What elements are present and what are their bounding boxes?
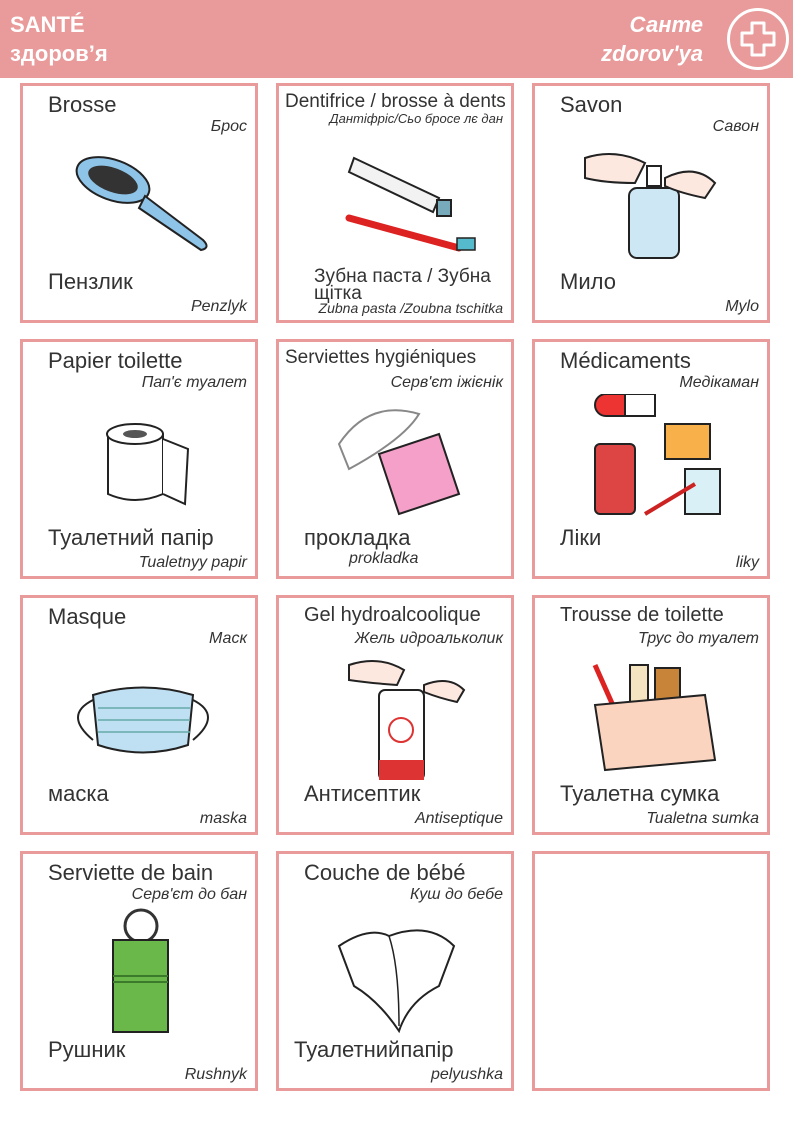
card-ukrainian-phonetic: Zubna pasta /Zoubna tschitka bbox=[318, 300, 503, 316]
card-ukrainian-label: прокладка bbox=[304, 525, 411, 550]
card-french-label: Dentifrice / brosse à dents bbox=[285, 91, 506, 112]
card-ukrainian-phonetic: liky bbox=[735, 554, 759, 571]
card-ukrainian-label: Пензлик bbox=[48, 269, 133, 294]
card-french-phonetic: Серв'єт до бан bbox=[131, 886, 247, 903]
card-french-label: Savon bbox=[560, 92, 623, 117]
card-french-phonetic: Куш до бебе bbox=[410, 886, 503, 903]
card-french-phonetic: Серв'єт іжієнік bbox=[390, 374, 503, 391]
face-mask-icon bbox=[53, 650, 233, 780]
card-ukrainian-phonetic: Penzlyk bbox=[190, 298, 247, 315]
card-french-label: Gel hydroalcoolique bbox=[304, 604, 481, 626]
hairbrush-icon bbox=[53, 138, 233, 268]
title-phonetic bbox=[601, 10, 703, 68]
card-ukrainian-phonetic: Mylo bbox=[725, 298, 759, 315]
card-masque[interactable] bbox=[20, 595, 258, 835]
card-savon[interactable] bbox=[532, 83, 770, 323]
medicine-icon bbox=[565, 394, 745, 524]
soap-dispenser-icon bbox=[565, 138, 745, 268]
hand-sanitizer-icon bbox=[309, 650, 489, 780]
card-ukrainian-label: Мило bbox=[560, 269, 616, 294]
card-medicaments[interactable] bbox=[532, 339, 770, 579]
card-ukrainian-phonetic: maska bbox=[199, 810, 247, 827]
card-ukrainian-phonetic: Antiseptique bbox=[414, 810, 503, 827]
card-ukrainian-label: Рушник bbox=[48, 1037, 126, 1062]
title-french: SANTÉ bbox=[10, 12, 85, 37]
diaper-icon bbox=[309, 906, 489, 1036]
card-couche-de-bebe[interactable] bbox=[276, 851, 514, 1091]
title-ukrainian: здоров’я bbox=[10, 41, 108, 66]
card-french-label: Couche de bébé bbox=[304, 860, 466, 885]
card-papier-toilette[interactable] bbox=[20, 339, 258, 579]
title-phonetic-latin: zdorov'ya bbox=[601, 41, 703, 66]
toothpaste-toothbrush-icon bbox=[309, 138, 489, 268]
card-ukrainian-phonetic: Tualetnyy papir bbox=[138, 554, 247, 571]
card-ukrainian-label: Зубна паста / Зубна щітка bbox=[314, 266, 491, 304]
title-fr-uk bbox=[10, 10, 108, 68]
card-ukrainian-label: маска bbox=[48, 781, 109, 806]
card-serviettes-hygieniques[interactable] bbox=[276, 339, 514, 579]
card-ukrainian-label: Антисептик bbox=[304, 781, 421, 806]
card-empty bbox=[532, 851, 770, 1091]
card-dentifrice[interactable] bbox=[276, 83, 514, 323]
card-serviette-de-bain[interactable] bbox=[20, 851, 258, 1091]
card-french-phonetic: Медікаман bbox=[679, 374, 759, 391]
medical-cross-icon bbox=[727, 8, 789, 70]
card-french-phonetic: Савон bbox=[712, 118, 759, 135]
card-ukrainian-label: Туалетнийпапір bbox=[294, 1037, 454, 1062]
card-french-phonetic: Дантіфріс/Сьо бросе лє дан bbox=[329, 111, 503, 126]
card-trousse-de-toilette[interactable] bbox=[532, 595, 770, 835]
card-brosse[interactable] bbox=[20, 83, 258, 323]
card-french-label: Brosse bbox=[48, 92, 117, 117]
sanitary-pad-icon bbox=[309, 394, 489, 524]
toiletry-bag-icon bbox=[565, 650, 745, 780]
card-gel-hydroalcoolique[interactable] bbox=[276, 595, 514, 835]
card-french-label: Serviette de bain bbox=[48, 860, 214, 885]
toilet-paper-icon bbox=[53, 394, 233, 524]
title-phonetic-cyrillic: Санте bbox=[629, 12, 703, 37]
card-ukrainian-phonetic: pelyushka bbox=[430, 1066, 503, 1083]
card-french-label: Serviettes hygiéniques bbox=[285, 347, 477, 368]
card-french-phonetic: Жель идроальколик bbox=[354, 630, 503, 647]
card-ukrainian-label: Туалетний папір bbox=[48, 525, 214, 550]
card-ukrainian-phonetic: prokladka bbox=[349, 550, 419, 567]
card-french-phonetic: Пап'є туалет bbox=[141, 374, 247, 391]
card-french-label: Masque bbox=[48, 604, 127, 629]
card-french-label: Papier toilette bbox=[48, 348, 183, 373]
card-ukrainian-label: Туалетна сумка bbox=[560, 781, 720, 806]
card-ukrainian-label: Ліки bbox=[560, 525, 602, 550]
card-french-label: Médicaments bbox=[560, 348, 691, 373]
card-french-label: Trousse de toilette bbox=[560, 604, 724, 626]
towel-icon bbox=[53, 906, 233, 1036]
card-ukrainian-phonetic: Rushnyk bbox=[184, 1066, 247, 1083]
card-french-phonetic: Брос bbox=[210, 118, 247, 135]
card-french-phonetic: Маск bbox=[209, 630, 247, 647]
page-header bbox=[0, 0, 793, 78]
card-french-phonetic: Трус до туалет bbox=[637, 630, 759, 647]
card-ukrainian-phonetic: Tualetna sumka bbox=[646, 810, 759, 827]
